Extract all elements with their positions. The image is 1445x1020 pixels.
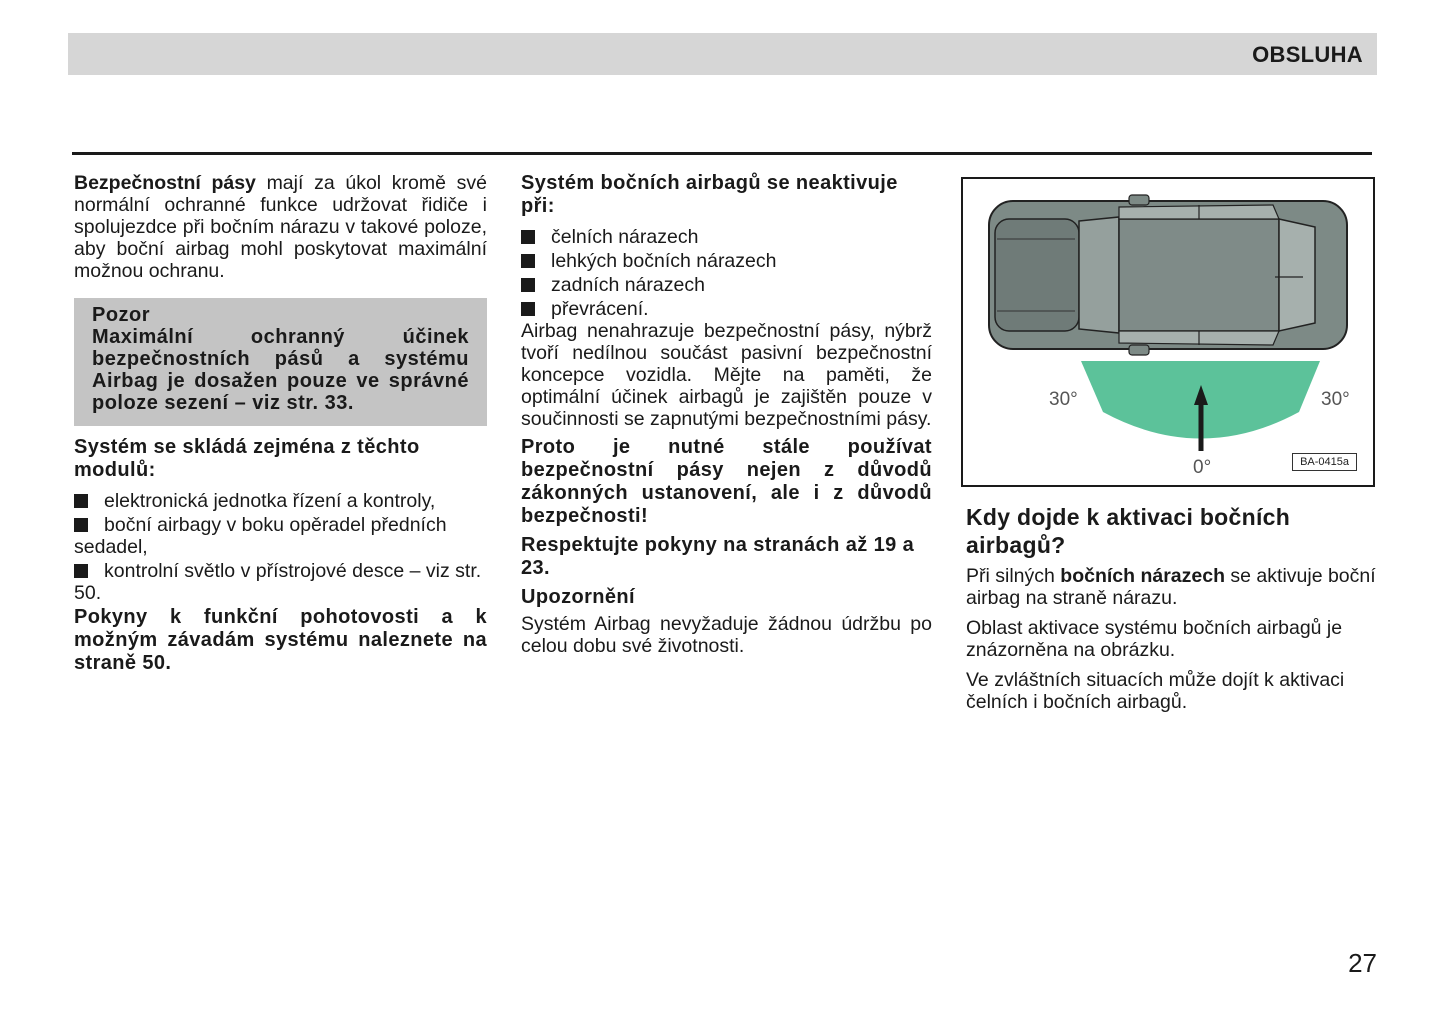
column-left [74,172,487,675]
bold-reference: Respektujte pokyny na stranách až 19 a 23. [521,534,915,579]
deactivation-list [521,226,932,320]
column-right [966,503,1377,721]
bullet-square-icon [521,230,535,244]
bullet-square-icon [74,494,88,508]
warning-box [74,298,487,426]
list-item [74,560,487,604]
divider-rule [72,152,1372,155]
list-item [521,298,932,320]
list-item-text: čelních nárazech [551,226,699,248]
activation-paragraph-1 [966,565,1377,609]
activation-paragraph-3: Ve zvláštních situacích může dojít k aktivaci čelních i bočních airbagů. [966,669,1345,713]
angle-label-bottom: 0° [1193,457,1212,478]
bullet-square-icon [521,278,535,292]
list-item [74,490,487,512]
list-item-text: převrácení. [551,298,649,320]
angle-label-left: 30° [1049,389,1078,410]
p1-post: se aktivuje boční airbag na straně nárazu. [966,565,1376,609]
list-item-text: boční airbagy v boku opěradel předních sedadel, [74,514,447,558]
intro-paragraph [74,172,487,282]
list-item [74,514,487,558]
section-title: OBSLUHA [1252,42,1363,67]
modules-heading: Systém se skládá zejména z těchto modulů: [74,436,420,481]
p1-bold: bočních nárazech [1060,565,1225,587]
activation-paragraph-2: Oblast aktivace systému bočních airbagů je znázorněna na obrázku. [966,617,1343,661]
bullet-square-icon [521,254,535,268]
bullet-square-icon [521,302,535,316]
body-paragraph: Airbag nenahrazuje bezpečnostní pásy, nýbrž tvoří nedílnou součást pasivní bezpečnostní koncepce vozidla. Mějte na paměti, že optimální účinek airbagů je zajištěn pouze v součinnosti se zapnutými bezpečnostními pásy. [521,320,932,430]
bold-note: Proto je nutné stále používat bezpečnostní pásy nejen z důvodů zákonných ustanovení, ale i z důvodů bezpečnosti! [521,436,932,527]
notice-text: Systém Airbag nevyžaduje žádnou údržbu po celou dobu své životnosti. [521,613,932,657]
warning-text: Maximální ochranný účinek bezpečnostních pásů a systému Airbag je dosažen pouze ve správné poloze sezení – viz str. 33. [92,326,469,414]
activation-heading: Kdy dojde k aktivaci bočních airbagů? [966,504,1291,558]
bullet-square-icon [74,564,88,578]
car-top-view-illustration [963,179,1373,485]
column-middle [521,172,932,657]
list-item [521,274,932,296]
intro-text: mají za úkol kromě své normální ochranné funkce udržovat řidiče i spolujezdce při bočním nárazu v takové poloze, aby boční airbag mohl poskytovat maximální možnou ochranu. [74,172,487,282]
list-item-text: lehkých bočních nárazech [551,250,777,272]
notice-heading: Upozornění [521,586,635,608]
footer-note: Pokyny k funkční pohotovosti a k možným závadám systému naleznete na straně 50. [74,606,487,674]
bullet-square-icon [74,518,88,532]
deactivation-heading: Systém bočních airbagů se neaktivuje při: [521,172,898,217]
list-item-text: kontrolní světlo v přístrojové desce – viz str. 50. [74,560,482,604]
angle-label-right: 30° [1321,389,1350,410]
list-item [521,226,932,248]
list-item-text: elektronická jednotka řízení a kontroly, [104,490,436,512]
warning-title: Pozor [92,304,151,326]
figure-code: BA-0415a [1292,453,1357,471]
header-bar [68,33,1377,75]
intro-bold: Bezpečnostní pásy [74,172,256,194]
side-airbag-figure [961,177,1375,487]
list-item [521,250,932,272]
modules-list [74,490,487,604]
p1-pre: Při silných [966,565,1061,587]
page-number: 27 [1348,948,1377,978]
list-item-text: zadních nárazech [551,274,705,296]
